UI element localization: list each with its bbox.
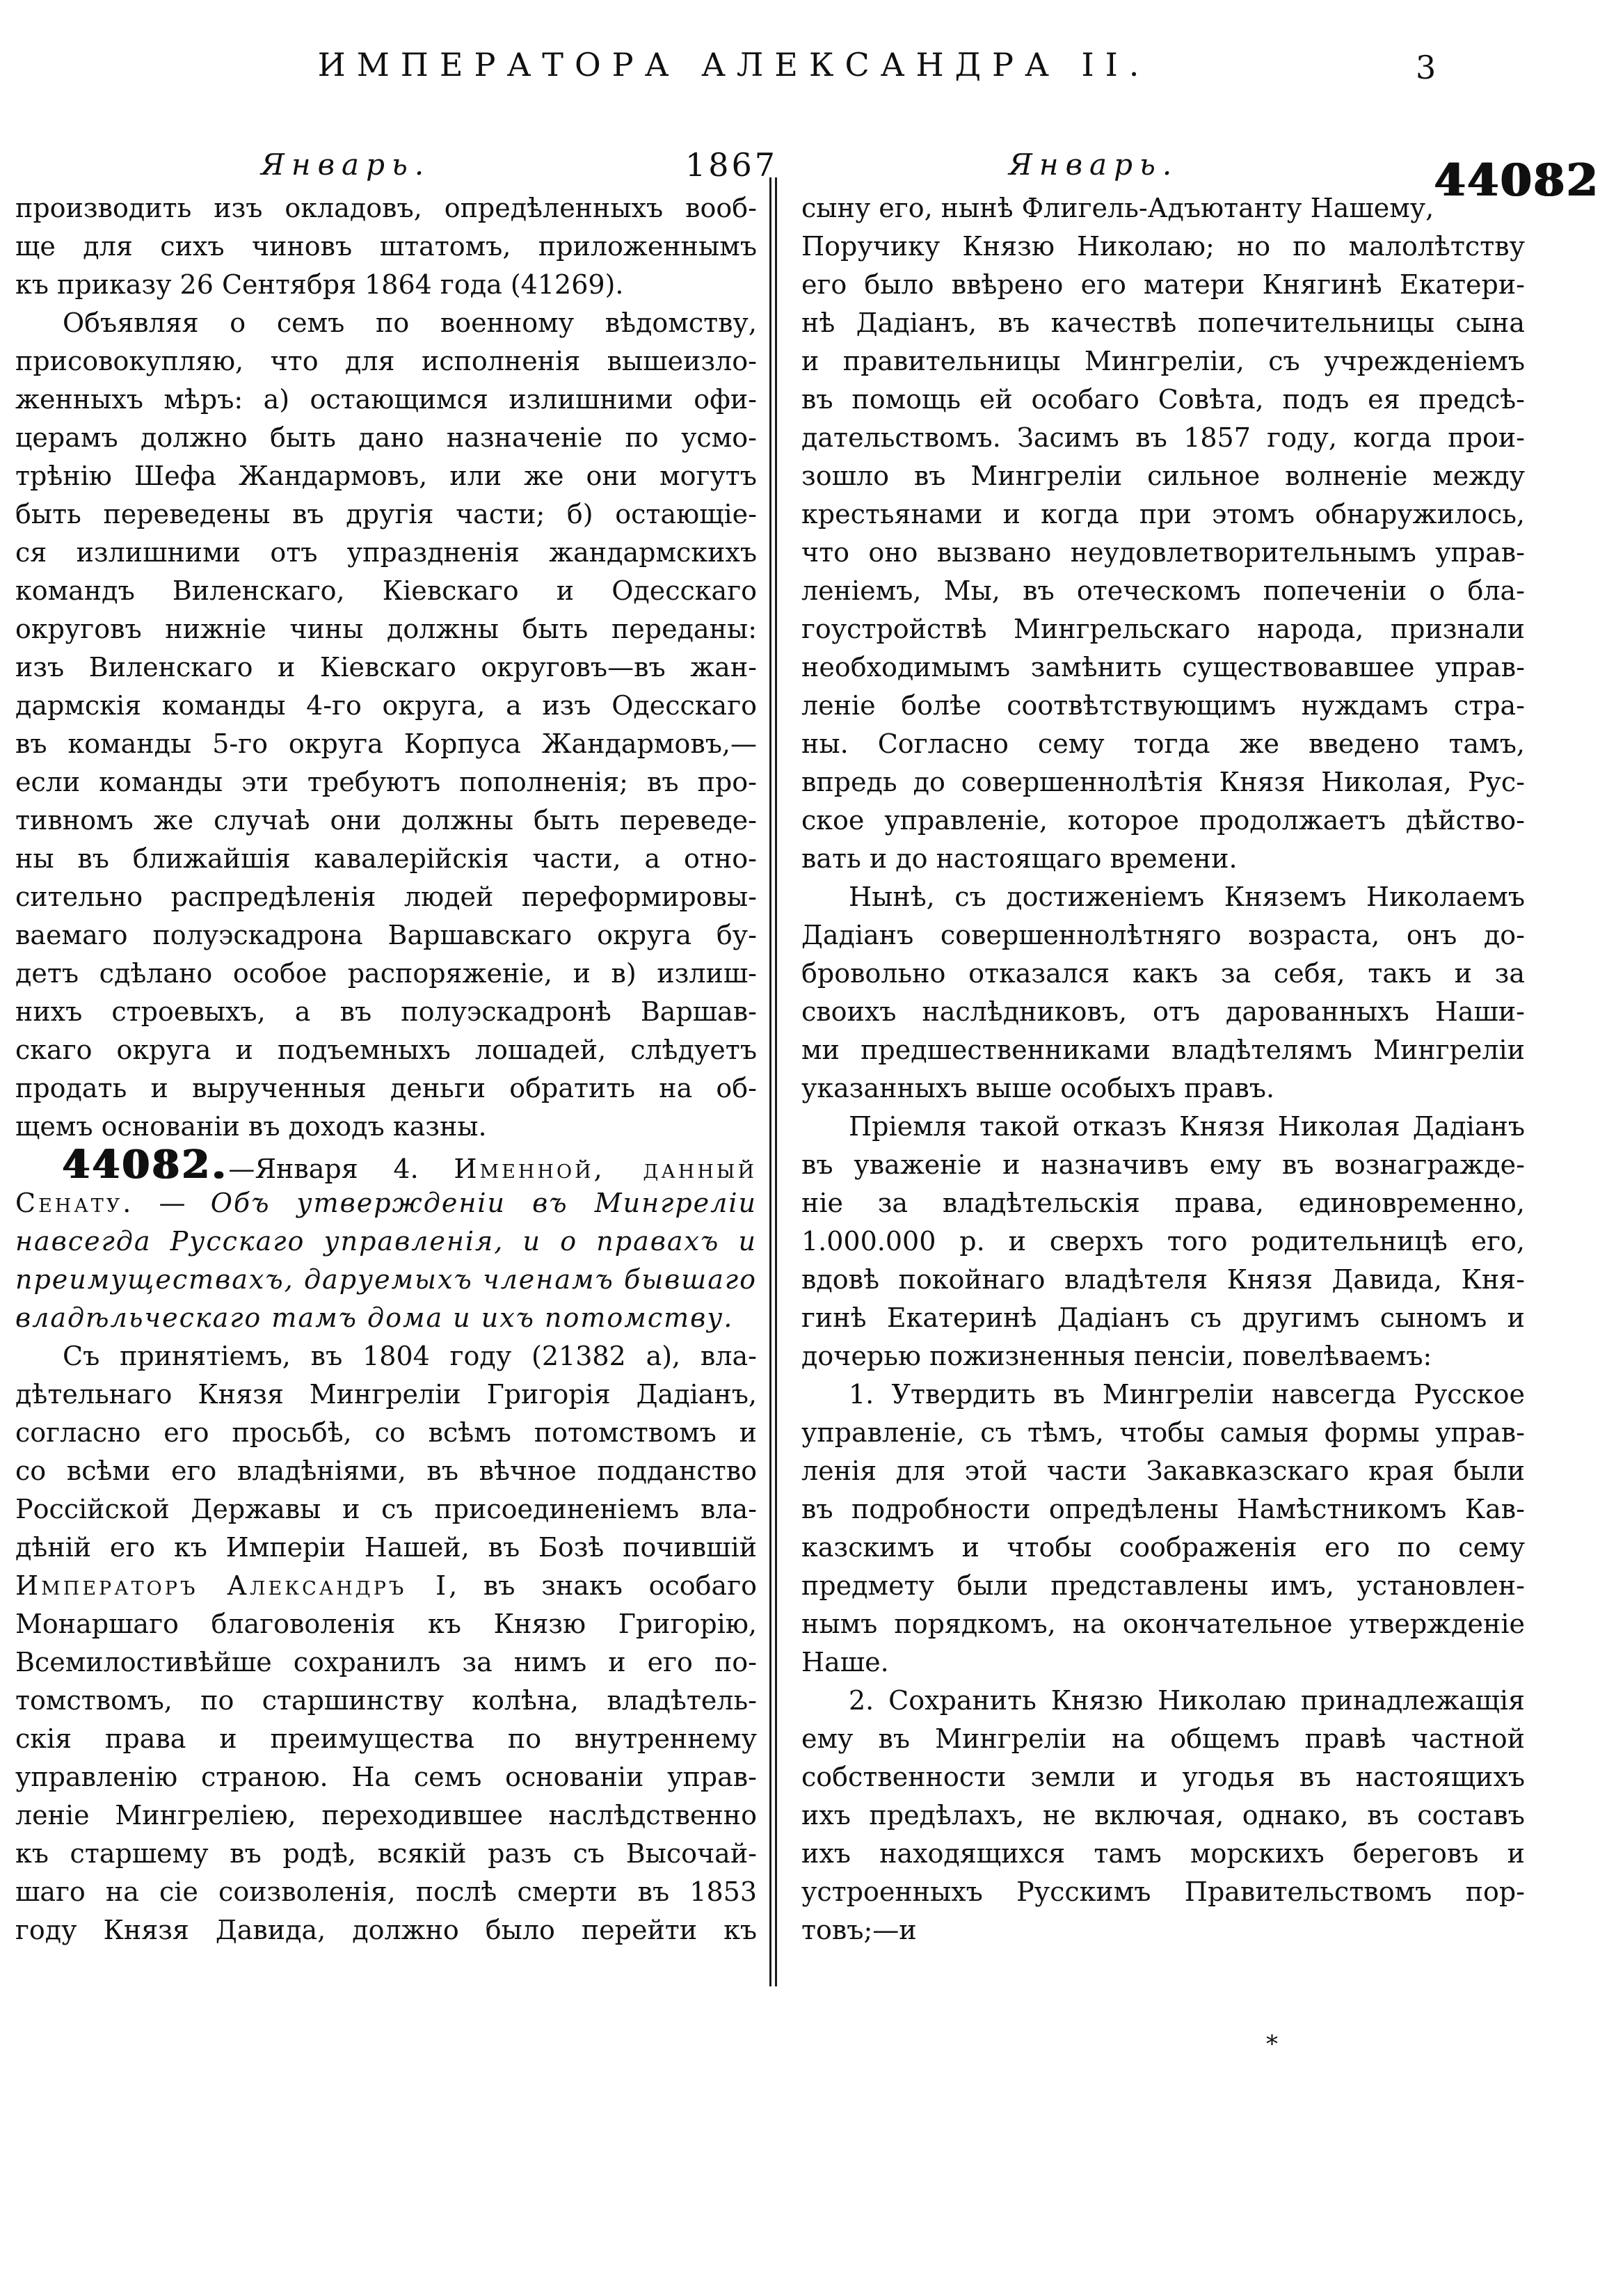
text-line: собственности земли и угодья въ настоящихъ [801, 1762, 1525, 1792]
text-line: томствомъ, по старшинству колѣна, владѣтель- [15, 1685, 757, 1716]
text-line: если команды эти требуютъ пополненія; въ про- [15, 767, 757, 797]
text-line: преимуществахъ, даруемыхъ членамъ бывшаго [15, 1264, 757, 1295]
text-line: Пріемля такой отказъ Князя Николая Дадіанъ [849, 1111, 1525, 1142]
act-number-inline: 44082. [63, 1142, 229, 1188]
text-line: нихъ строевыхъ, а въ полуэскадронѣ Варшав- [15, 996, 757, 1027]
text-line: къ приказу 26 Сентября 1864 года (41269). [15, 269, 624, 300]
text-line: въ команды 5-го округа Корпуса Жандармовъ,— [15, 728, 757, 759]
text-line: казскимъ и чтобы соображенія его по сему [801, 1532, 1525, 1563]
text-line: дочерью пожизненныя пенсіи, повелѣваемъ: [801, 1341, 1432, 1371]
text-line: леніемъ, Мы, въ отеческомъ попеченіи о бла- [801, 575, 1525, 606]
text-line: ленія для этой части Закавказскаго края были [801, 1456, 1525, 1486]
text-line: продать и вырученныя деньги обратить на об- [15, 1073, 757, 1103]
text-line: въ уваженіе и назначивъ ему въ вознагражде- [801, 1149, 1525, 1180]
text-line: Объявляя о семъ по военному вѣдомству, [63, 308, 757, 338]
text-line: изъ Виленскаго и Кіевскаго округовъ—въ жан- [15, 652, 757, 683]
text-line: въ подробности опредѣлены Намѣстникомъ Кав- [801, 1494, 1525, 1524]
text-line: зошло въ Мингреліи сильное волненіе между [801, 461, 1525, 491]
text-line: товъ;—и [801, 1915, 917, 1945]
text-line: производить изъ окладовъ, опредѣленныхъ вооб- [15, 193, 757, 223]
text-line: дательствомъ. Засимъ въ 1857 году, когда прои- [801, 422, 1525, 453]
text-line [15, 1567, 757, 1605]
text-line [15, 1184, 757, 1222]
text-line: и правительницы Мингреліи, съ учрежденіемъ [801, 346, 1525, 376]
text-line: Монаршаго благоволенія къ Князю Григорію, [15, 1609, 757, 1639]
text-line: сыну его, нынѣ Флигель-Адъютанту Нашему, [801, 193, 1434, 223]
text-line: своихъ наслѣдниковъ, отъ дарованныхъ Наши- [801, 996, 1525, 1027]
text-line: вдовѣ покойнаго владѣтеля Князя Давида, Кня- [801, 1264, 1525, 1295]
text-line: ніе за владѣтельскія права, единовременно, [801, 1188, 1525, 1218]
text-line: Наше. [801, 1647, 889, 1677]
text-line: скаго округа и подъемныхъ лошадей, слѣдуетъ [15, 1035, 757, 1065]
text-line: леніе Мингреліею, переходившее наслѣдственно [15, 1800, 757, 1831]
margin-act-number: 44082 [1434, 154, 1600, 207]
text-line: необходимымъ замѣнить существовавшее управ- [801, 652, 1525, 683]
text-line: нымъ порядкомъ, на окончательное утвержденіе [801, 1609, 1525, 1639]
text-line: ны въ ближайшія кавалерійскія части, а отно- [15, 843, 757, 874]
text-line: присовокупляю, что для исполненія вышеизло- [15, 346, 757, 376]
text-line: ся излишними отъ упраздненія жандармскихъ [15, 537, 757, 568]
text-line: трѣнію Шефа Жандармовъ, или же они могутъ [15, 461, 757, 491]
text-line: тивномъ же случаѣ они должны быть переведе- [15, 805, 757, 836]
text-line: ще для сихъ чиновъ штатомъ, приложеннымъ [15, 231, 757, 262]
text-line: нѣ Дадіанъ, въ качествѣ попечительницы сына [801, 308, 1525, 338]
text-line: согласно его просьбѣ, со всѣмъ потомствомъ и [15, 1417, 757, 1448]
text-line: къ старшему въ родѣ, всякій разъ съ Высочай- [15, 1838, 757, 1869]
page-title: ИМПЕРАТОРА АЛЕКСАНДРА II. [317, 46, 1151, 83]
text-run: Императоръ Александръ I [15, 1570, 449, 1601]
text-line: навсегда Русскаго управленія, и о правахъ и [15, 1226, 757, 1257]
text-line: что оно вызвано неудовлетворительнымъ управ- [801, 537, 1525, 568]
text-line: быть переведены въ другія части; б) остающіе- [15, 499, 757, 529]
text-run: Именной, данный [454, 1154, 758, 1184]
text-line: ны. Согласно сему тогда же введено тамъ, [801, 728, 1525, 759]
page-number: 3 [1416, 49, 1437, 86]
text-line: ему въ Мингреліи на общемъ правѣ частной [801, 1723, 1525, 1754]
text-line: его было ввѣрено его матери Княгинѣ Екатери- [801, 269, 1525, 300]
text-line: церамъ должно быть дано назначеніе по усмо- [15, 422, 757, 453]
text-line: ваемаго полуэскадрона Варшавскаго округа бу- [15, 920, 757, 950]
text-line: детъ сдѣлано особое распоряженіе, и в) излиш- [15, 958, 757, 989]
text-line: щемъ основаніи въ доходъ казны. [15, 1111, 487, 1142]
text-line: управленію страною. На семъ основаніи управ- [15, 1762, 757, 1792]
text-line: женныхъ мѣръ: а) остающимся излишними офи- [15, 384, 757, 415]
text-line: гинѣ Екатеринѣ Дадіанъ съ другимъ сыномъ и [801, 1302, 1525, 1333]
text-line: бровольно отказался какъ за себя, такъ и за [801, 958, 1525, 989]
running-head-month-right: Январь. [1009, 148, 1179, 182]
text-line: дѣній его къ Имперіи Нашей, въ Бозѣ почившій [15, 1532, 757, 1563]
text-line: въ помощь ей особаго Совѣта, подъ ея предсѣ- [801, 384, 1525, 415]
right-column [801, 189, 1525, 1950]
text-line: 1.000.000 р. и сверхъ того родительницѣ его, [801, 1226, 1525, 1257]
text-line: крестьянами и когда при этомъ обнаружилось, [801, 499, 1525, 529]
text-line: гоустройствѣ Мингрельскаго народа, признали [801, 614, 1525, 644]
text-line: сительно распредѣленія людей переформировы- [15, 882, 757, 912]
text-line: указанныхъ выше особыхъ правъ. [801, 1073, 1275, 1103]
text-line: 2. Сохранить Князю Николаю принадлежащія [849, 1685, 1525, 1716]
text-line: владѣльческаго тамъ дома и ихъ потомству. [15, 1302, 734, 1333]
text-line: 1. Утвердить въ Мингреліи навсегда Русское [849, 1379, 1525, 1410]
text-line: Дадіанъ совершеннолѣтняго возраста, онъ до- [801, 920, 1525, 950]
text-line: ское управленіе, которое продолжаетъ дѣйство- [801, 805, 1525, 836]
text-line: ихъ находящихся тамъ морскихъ береговъ и [801, 1838, 1525, 1869]
text-run: —Января 4. [228, 1154, 454, 1184]
running-head-year: 1867 [685, 146, 778, 184]
text-line: Россійской Державы и съ присоединеніемъ вла- [15, 1494, 757, 1524]
text-line: предмету были представлены имъ, установлен- [801, 1570, 1525, 1601]
text-run: , въ знакъ особаго [449, 1570, 757, 1601]
text-line: Поручику Князю Николаю; но по малолѣтству [801, 231, 1525, 262]
text-line: году Князя Давида, должно было перейти къ [15, 1915, 757, 1945]
text-line: Всемилостивѣйше сохранилъ за нимъ и его по- [15, 1647, 757, 1677]
text-line: леніе болѣе соотвѣтствующимъ нуждамъ стра- [801, 690, 1525, 721]
text-line: ихъ предѣлахъ, не включая, однако, въ составъ [801, 1800, 1525, 1831]
text-line: впредь до совершеннолѣтія Князя Николая, Рус- [801, 767, 1525, 797]
running-head-month-left: Январь. [261, 148, 431, 182]
text-line: командъ Виленскаго, Кіевскаго и Одесскаго [15, 575, 757, 606]
text-line: шаго на сіе соизволенія, послѣ смерти въ 1853 [15, 1876, 757, 1907]
text-line: ми предшественниками владѣтелямъ Мингреліи [801, 1035, 1525, 1065]
column-divider-rule [769, 177, 777, 1986]
text-line: округовъ нижніе чины должны быть переданы: [15, 614, 757, 644]
text-run: Объ утвержденіи въ Мингреліи [210, 1188, 757, 1218]
signature-star-mark: * [1266, 2030, 1278, 2058]
text-line: управленіе, съ тѣмъ, чтобы самыя формы управ- [801, 1417, 1525, 1448]
text-run: — [134, 1188, 211, 1218]
text-line: дармскія команды 4-го округа, а изъ Одесскаго [15, 690, 757, 721]
text-line: Съ принятіемъ, въ 1804 году (21382 а), вла- [63, 1341, 757, 1371]
text-run: Сенату. [15, 1188, 134, 1218]
text-line: со всѣми его владѣніями, въ вѣчное подданство [15, 1456, 757, 1486]
text-line: скія права и преимущества по внутреннему [15, 1723, 757, 1754]
text-line: Нынѣ, съ достиженіемъ Княземъ Николаемъ [849, 882, 1525, 912]
text-line: вать и до настоящаго времени. [801, 843, 1238, 874]
left-column [15, 189, 757, 1950]
text-line: устроенныхъ Русскимъ Правительствомъ пор- [801, 1876, 1525, 1907]
text-line [15, 1142, 758, 1188]
text-line: дѣтельнаго Князя Мингреліи Григорія Дадіанъ, [15, 1379, 757, 1410]
